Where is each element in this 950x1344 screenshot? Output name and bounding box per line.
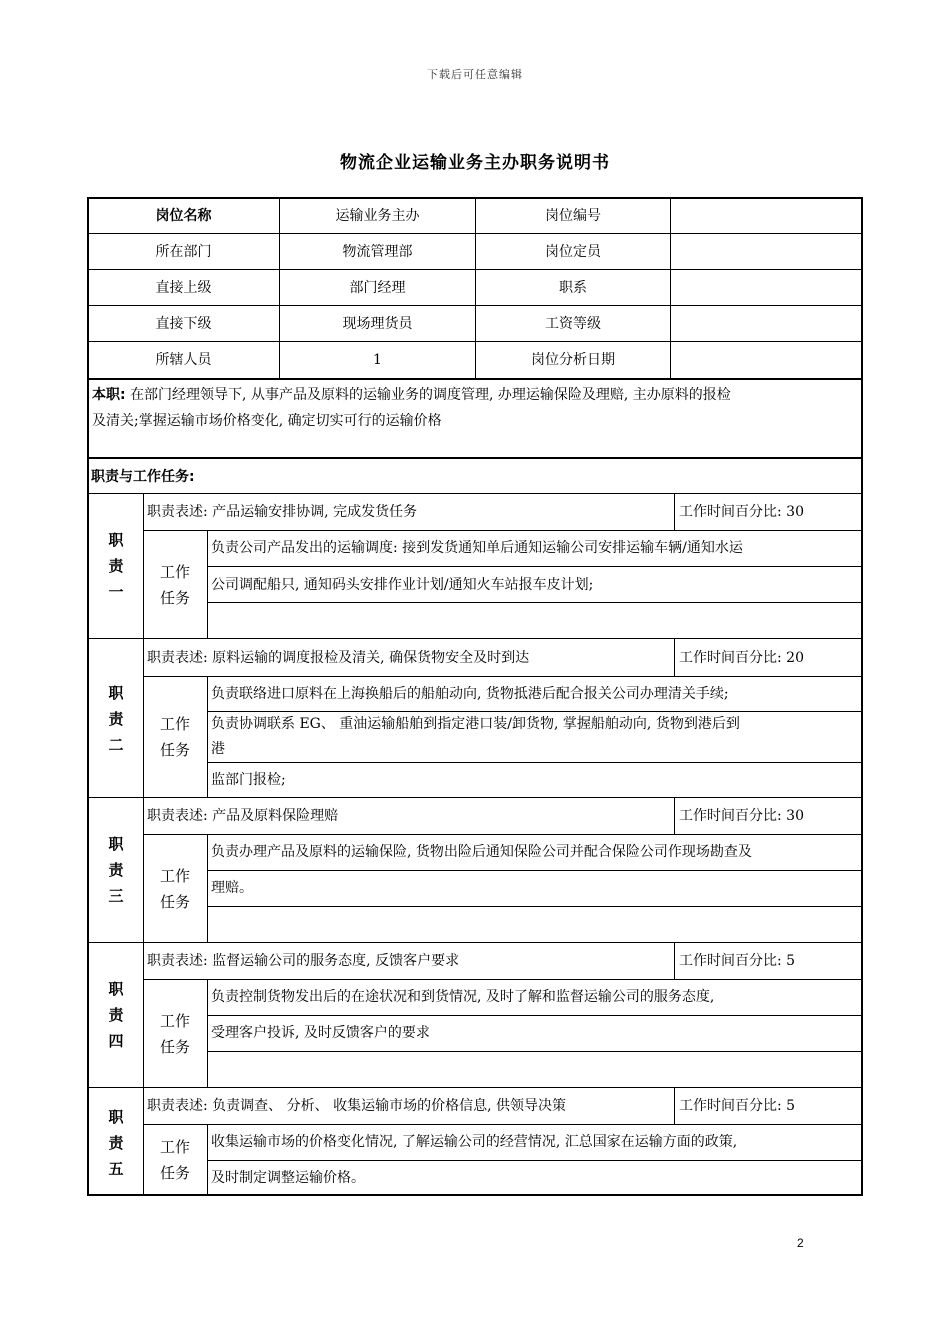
duty-name-char: 职	[108, 980, 124, 998]
grid-line	[207, 906, 863, 907]
grid-line	[674, 1087, 675, 1124]
duty-5-description: 职责表述: 负责调查、 分析、 收集运输市场的价格信息, 供领导决策	[147, 1098, 566, 1114]
duty-1-name	[89, 527, 143, 605]
duty-4-percent: 工作时间百分比: 5	[679, 953, 796, 969]
work-task-label-line: 工作	[159, 867, 190, 885]
duty-name-char: 三	[108, 887, 124, 905]
grid-line	[674, 493, 675, 530]
info-value-position-name: 运输业务主办	[335, 207, 420, 224]
duty-5-name	[89, 1104, 143, 1182]
duties-heading: 职责与工作任务:	[91, 468, 195, 485]
document-title: 物流企业运输业务主办职务说明书	[340, 153, 610, 173]
info-value-supervisor: 部门经理	[349, 279, 406, 296]
duty-name-char: 职	[108, 835, 124, 853]
info-label-analysis-date: 岗位分析日期	[531, 352, 615, 368]
duty-name-char: 一	[108, 583, 124, 601]
duty-name-char: 五	[108, 1160, 124, 1178]
info-label-department: 所在部门	[155, 243, 212, 260]
duty-3-work-task-label	[143, 863, 207, 915]
info-value-staff: 1	[373, 352, 382, 368]
duty-1-task-line-1: 负责公司产品发出的运输调度: 接到发货通知单后通知运输公司安排运输车辆/通知水运	[211, 540, 743, 556]
duty-2-percent: 工作时间百分比: 20	[679, 649, 804, 666]
grid-line	[207, 711, 863, 712]
duty-name-char: 责	[108, 861, 124, 879]
duty-name-char: 职	[108, 531, 124, 549]
duty-5-work-task-label	[143, 1134, 207, 1186]
duty-name-char: 责	[108, 710, 124, 728]
duty-5-task-line-2: 及时制定调整运输价格。	[211, 1170, 365, 1186]
info-label-salary-grade: 工资等级	[545, 315, 601, 332]
work-task-label-line: 工作	[159, 563, 190, 581]
grid-line	[207, 530, 208, 638]
grid-line	[207, 979, 208, 1087]
grid-line	[143, 834, 863, 835]
duty-2-task-line-1: 负责联络进口原料在上海换船后的船舶动向, 货物抵港后配合报关公司办理清关手续;	[211, 686, 729, 702]
work-task-label-line: 任务	[159, 1038, 190, 1056]
grid-line	[207, 834, 208, 942]
info-value-job-family	[671, 270, 861, 305]
grid-line	[207, 602, 863, 603]
info-value-position-code	[671, 198, 861, 233]
duty-name-char: 四	[108, 1032, 124, 1050]
grid-line	[143, 1124, 863, 1125]
duty-name-char: 二	[108, 736, 124, 754]
info-value-analysis-date	[671, 342, 861, 378]
work-task-label-line: 任务	[159, 893, 190, 911]
grid-line	[87, 457, 863, 459]
info-value-department: 物流管理部	[342, 243, 413, 260]
work-task-label-line: 工作	[159, 715, 190, 733]
duty-name-char: 责	[108, 1134, 124, 1152]
info-value-subordinate: 现场理货员	[342, 315, 413, 332]
page-number: 2	[797, 1236, 804, 1250]
duty-3-name	[89, 831, 143, 909]
duty-1-task-line-2: 公司调配船只, 通知码头安排作业计划/通知火车站报车皮计划;	[211, 577, 594, 593]
info-label-staff: 所辖人员	[155, 352, 212, 368]
grid-line	[207, 566, 863, 567]
duty-4-work-task-label	[143, 1008, 207, 1060]
work-task-label-line: 工作	[159, 1012, 190, 1030]
info-label-subordinate: 直接下级	[155, 315, 212, 332]
duty-2-task-line-4: 监部门报检;	[211, 772, 286, 788]
role-text: 在部门经理领导下, 从事产品及原料的运输业务的调度管理, 办理运输保险及理赔, 主办原料的报检	[130, 387, 731, 403]
grid-line	[207, 676, 208, 797]
duty-1-work-task-label	[143, 559, 207, 611]
grid-line	[207, 870, 863, 871]
duty-3-percent: 工作时间百分比: 30	[679, 808, 804, 824]
duty-4-name	[89, 976, 143, 1054]
duty-name-char: 职	[108, 1108, 124, 1126]
role-description	[92, 382, 860, 434]
duty-2-description: 职责表述: 原料运输的调度报检及清关, 确保货物安全及时到达	[147, 649, 530, 666]
duty-2-task-line-2: 负责协调联系 EG、 重油运输船舶到指定港口装/卸货物, 掌握船舶动向, 货物到港后到	[211, 716, 740, 732]
grid-line	[674, 638, 675, 676]
grid-line	[143, 676, 863, 677]
info-label-headcount: 岗位定员	[545, 243, 601, 260]
duty-3-description: 职责表述: 产品及原料保险理赔	[147, 808, 339, 824]
page-header: 下载后可任意编辑	[427, 68, 523, 81]
info-label-supervisor: 直接上级	[155, 279, 212, 296]
duty-5-percent: 工作时间百分比: 5	[679, 1098, 796, 1114]
grid-line	[143, 979, 863, 980]
role-label: 本职:	[92, 387, 126, 403]
info-label-position-code: 岗位编号	[545, 207, 601, 224]
work-task-label-line: 任务	[159, 1164, 190, 1182]
duty-3-task-line-1: 负责办理产品及原料的运输保险, 货物出险后通知保险公司并配合保险公司作现场勘查及	[211, 844, 752, 860]
work-task-label-line: 任务	[159, 589, 190, 607]
duty-name-char: 职	[108, 684, 124, 702]
info-value-headcount	[671, 234, 861, 269]
duty-2-task-line-3: 港	[211, 741, 225, 757]
duty-4-task-line-1: 负责控制货物发出后的在途状况和到货情况, 及时了解和监督运输公司的服务态度,	[211, 989, 715, 1005]
duty-1-percent: 工作时间百分比: 30	[679, 504, 804, 520]
grid-line	[143, 530, 863, 531]
grid-line	[207, 1015, 863, 1016]
duty-1-description: 职责表述: 产品运输安排协调, 完成发货任务	[147, 504, 418, 520]
duty-name-char: 责	[108, 1006, 124, 1024]
work-task-label-line: 工作	[159, 1138, 190, 1156]
grid-line	[207, 1160, 863, 1161]
duty-3-task-line-2: 理赔。	[211, 880, 253, 896]
grid-line	[207, 762, 863, 763]
work-task-label-line: 任务	[159, 741, 190, 759]
duty-name-char: 责	[108, 557, 124, 575]
duty-4-task-line-2: 受理客户投诉, 及时反馈客户的要求	[211, 1025, 430, 1041]
info-label-position-name: 岗位名称	[155, 207, 212, 224]
grid-line	[207, 1051, 863, 1052]
grid-line	[674, 942, 675, 979]
duty-4-description: 职责表述: 监督运输公司的服务态度, 反馈客户要求	[147, 953, 460, 969]
role-text-line2: 及清关;掌握运输市场价格变化, 确定切实可行的运输价格	[92, 413, 442, 429]
duty-2-work-task-label	[143, 711, 207, 763]
duty-5-task-line-1: 收集运输市场的价格变化情况, 了解运输公司的经营情况, 汇总国家在运输方面的政策,	[211, 1134, 738, 1150]
info-value-salary-grade	[671, 306, 861, 341]
info-label-job-family: 职系	[559, 279, 587, 296]
duty-2-name	[89, 680, 143, 758]
grid-line	[674, 797, 675, 834]
